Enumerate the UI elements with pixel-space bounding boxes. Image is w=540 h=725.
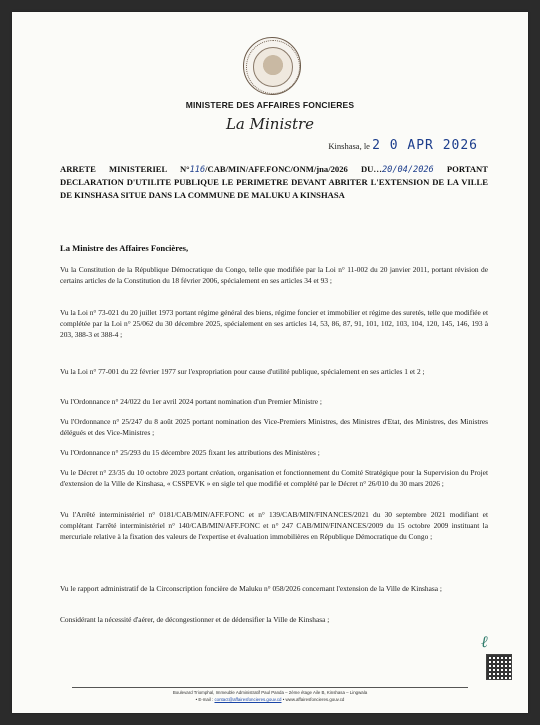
footer-divider (72, 687, 468, 688)
ministry-name: MINISTERE DES AFFAIRES FONCIERES (185, 100, 355, 110)
footer-address: Boulevard Triomphal, Immeuble Administratif Paul Panda – 2ème étage Aile B, Kinshasa – Lingwala (172, 690, 368, 695)
date-prefix: Kinshasa, le (328, 141, 370, 151)
paragraph: Considérant la nécessité d'aérer, de décongestionner et de dédensifier la Ville de Kinshasa ; (60, 615, 330, 624)
paragraph: Vu la Loi n° 77-001 du 22 février 1977 sur l'expropriation pour cause d'utilité publique, spécialement en ses articles 1 et 2 ; (60, 367, 425, 376)
decree-title-suffix: /CAB/MIN/AFF.FONC/ONM/jna/2026 (205, 164, 348, 174)
paragraph: Vu l'Arrêté interministériel n° 0181/CAB/MIN/AFF.FONC et n° 139/CAB/MIN/FINANCES/2021 du 30 septembre 2021 modifiant et complétant l'arrêté interministériel n° 140/CAB/MIN/AFF.FONC et n° 247 CAB/MIN/FINANCES/2009 du 15 octobre 2009 instituant la mercuriale relative à la fixation des valeurs de l'expertise et évaluation immobilières en République Démocratique du Congo ; (60, 510, 488, 541)
coat-of-arms-seal-icon (243, 37, 301, 95)
decree-number-handwritten: 116 (189, 165, 206, 175)
document-page (12, 12, 528, 713)
handwritten-initial-icon: ℓ (481, 632, 488, 651)
paragraph: Vu la Loi n° 73-021 du 20 juillet 1973 portant régime général des biens, régime foncier et immobilier et régime des suretés, telle que modifiée et complétée par la Loi n° 25/062 du 30 décembre 2025, spécialement en ses articles 14, 53, 86, 87, 91, 101, 102, 103, 104, 120, 145, 146, 193 à 203, 388-3 et 388-4 ; (60, 308, 488, 339)
seal-emblem (253, 47, 293, 87)
date-stamp: 2 0 APR 2026 (372, 138, 478, 153)
paragraph: Vu l'Ordonnance n° 25/247 du 8 août 2025 portant nomination des Vice-Premiers Ministres, des Ministres d'Etat, des Ministres, des Ministres délégués et des Vice-Ministres ; (60, 417, 488, 437)
paragraph: Vu la Constitution de la République Démocratique du Congo, telle que modifiée par la Loi n° 11-002 du 20 janvier 2011, portant révision de certains articles de la Constitution du 18 février 2006, spécialement en ses articles 34 et 93 ; (60, 265, 488, 285)
paragraph: Vu le rapport administratif de la Circonscription foncière de Maluku n° 058/2026 concernant l'extension de la Ville de Kinshasa ; (60, 584, 442, 593)
decree-title-prefix: ARRETE MINISTERIEL N° (60, 164, 190, 174)
paragraph: Vu l'Ordonnance n° 25/293 du 15 décembre 2025 fixant les attributions des Ministères ; (60, 448, 320, 457)
decree-title (60, 163, 488, 201)
decree-date-handwritten: 20/04/2026 (381, 165, 434, 175)
paragraph: Vu l'Ordonnance n° 24/022 du 1er avril 2024 portant nomination d'un Premier Ministre ; (60, 397, 322, 406)
addressee: La Ministre des Affaires Foncières, (60, 243, 189, 253)
footer-website[interactable]: • www.affairesfoncieres.gouv.cd (281, 697, 345, 702)
decree-title-rest: PORTANT DECLARATION D'UTILITE PUBLIQUE LE PERIMETRE DEVANT ABRITER L'EXTENSION DE LA VILLE DE KINSHASA SITUE DANS LA COMMUNE DE MALUKU A KINSHASA (60, 164, 488, 200)
date-line (328, 138, 478, 153)
footer-contact (12, 697, 528, 702)
footer-email-label: • E-mail : (195, 697, 215, 702)
paragraph: Vu le Décret n° 23/35 du 10 octobre 2023 portant création, organisation et fonctionnement du Comité Stratégique pour la Supervision du Projet d'extension de la Ville de Kinshasa, « CSSPEVK » en sigle tel que modifié et complété par le Décret n° 26/010 du 30 mars 2026 ; (60, 468, 488, 488)
qr-code-icon (486, 654, 512, 680)
footer-email-link[interactable]: contact@affairesfoncieres.gouv.cd (214, 697, 282, 702)
decree-du: DU… (360, 164, 382, 174)
minister-title: La Ministre (225, 115, 315, 133)
